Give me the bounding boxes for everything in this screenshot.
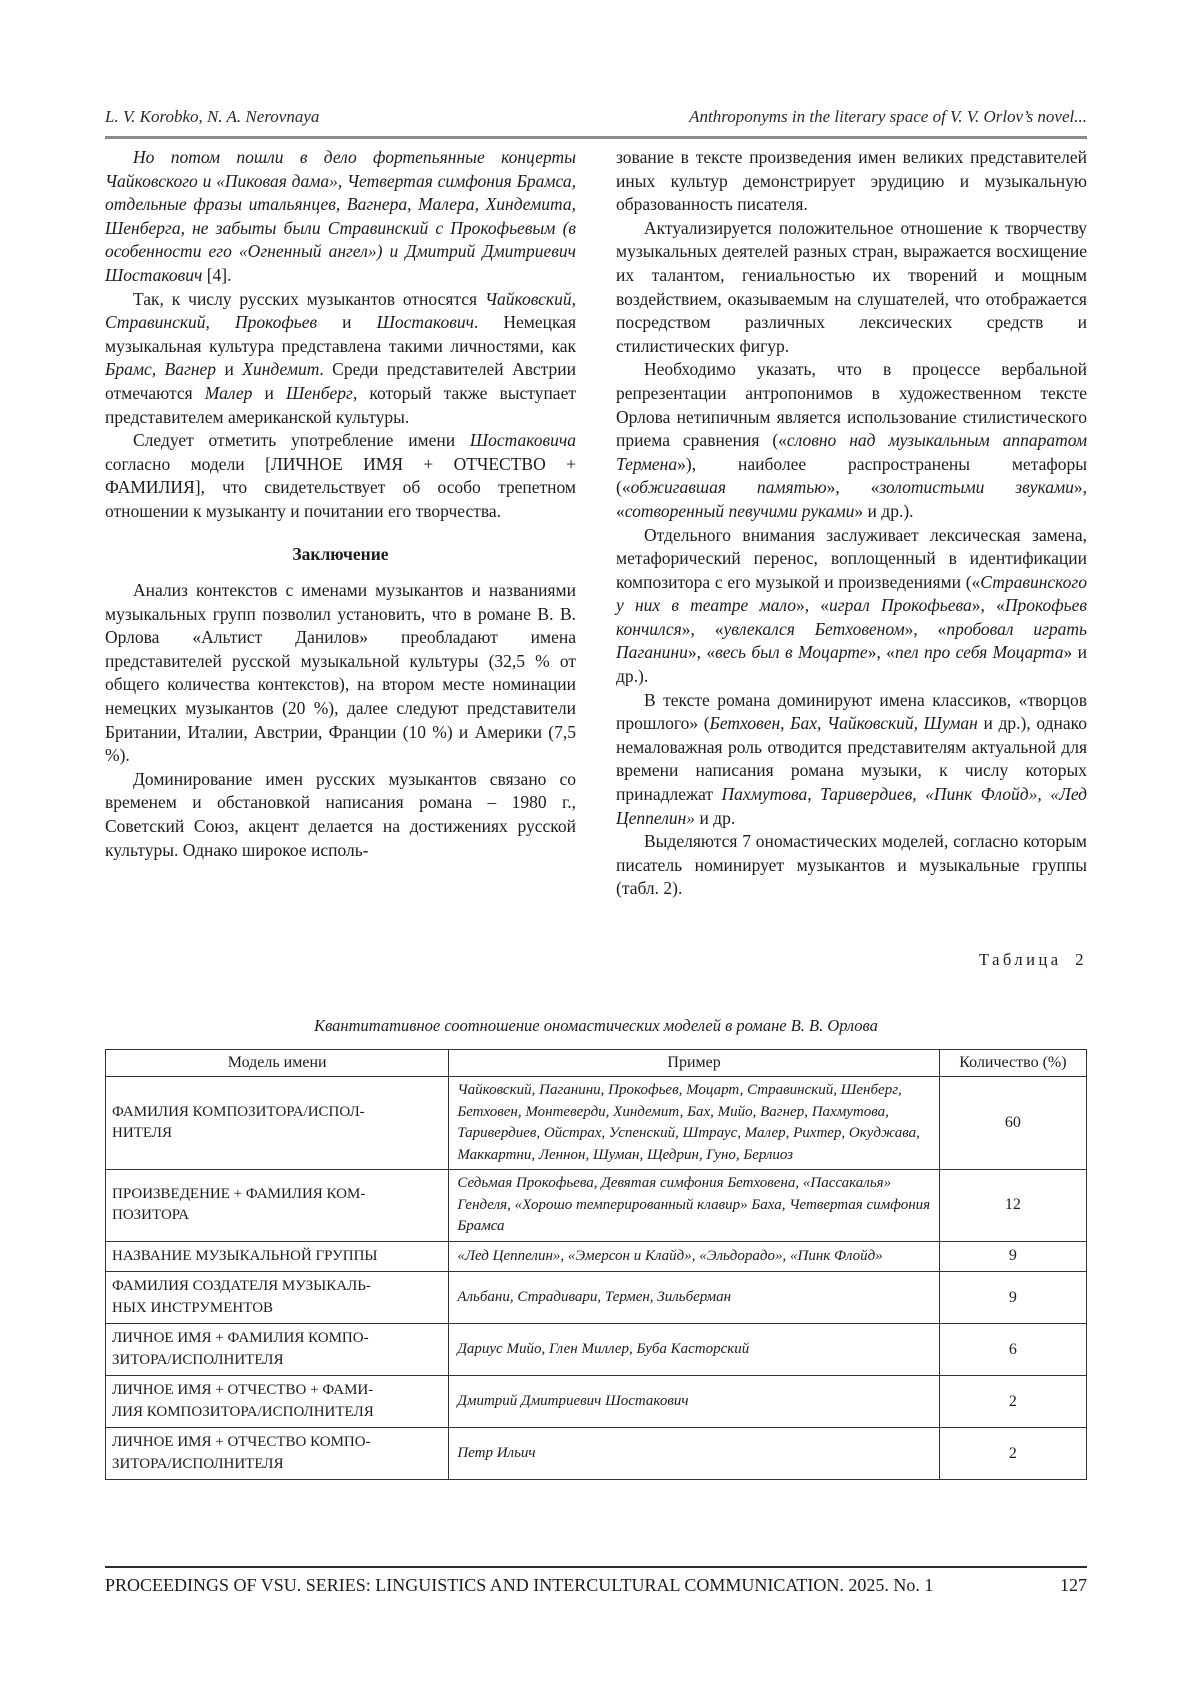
count-cell: 9	[939, 1272, 1086, 1324]
count-cell: 12	[939, 1170, 1086, 1242]
table-row	[106, 1241, 1087, 1272]
footer-journal-line: PROCEEDINGS OF VSU. SERIES: LINGUISTICS AND INTERCULTURAL COMMUNICATION. 2025. No. 1	[105, 1575, 934, 1595]
count-cell: 2	[939, 1376, 1086, 1428]
paragraph: Следует отметить употребление имени Шостаковича согласно модели [ЛИЧНОЕ ИМЯ + ОТЧЕСТВО + ФАМИЛИЯ], что свидетельствует об особо трепетном отношении к музыканту и почитании его творчества.	[105, 430, 576, 521]
model-cell: ЛИЧНОЕ ИМЯ + ОТЧЕСТВО КОМПО- ЗИТОРА/ИСПОЛНИТЕЛЯ	[106, 1428, 449, 1480]
example-cell: Чайковский, Паганини, Прокофьев, Моцарт, Стравинский, Шенберг, Бетховен, Монтеверди, Хиндемит, Бах, Мийо, Вагнер, Пахмутова, Таривердиев, Ойстрах, Успенский, Штраус, Малер, Рихтер, Окуджава, Маккартни, Леннон, Шуман, Щедрин, Гуно, Берлиоз	[449, 1077, 940, 1170]
column-header-model: Модель имени	[106, 1050, 449, 1077]
paragraph: зование в тексте произведения имен великих представителей иных культур демонстрирует эрудицию и музыкальную образованность писателя.	[616, 147, 1087, 215]
page-content	[105, 0, 1087, 1480]
model-cell: ПРОИЗВЕДЕНИЕ + ФАМИЛИЯ КОМ- ПОЗИТОРА	[106, 1170, 449, 1242]
paragraph: Так, к числу русских музыкантов относятся Чайковский, Стравинский, Прокофьев и Шостакович. Немецкая музыкальная культура представлена такими личностями, как Брамс, Вагнер и Хиндемит. Среди представителей Австрии отмечаются Малер и Шенберг, который также выступает представителем американской культуры.	[105, 288, 577, 427]
column-header-example: Пример	[449, 1050, 940, 1077]
footer-page-number: 127	[1060, 1575, 1087, 1595]
count-cell: 9	[939, 1241, 1086, 1272]
paragraph: Необходимо указать, что в процессе вербальной репрезентации антропонимов в художественном тексте Орлова нетипичным является использование стилистического приема сравнения («словно над музыкальным аппаратом Термена»), наиболее распространены метафоры («обжигавшая памятью», «золотистыми звуками», «сотворенный певучими руками» и др.).	[616, 359, 1087, 521]
example-cell: Седьмая Прокофьева, Девятая симфония Бетховена, «Пассакалья» Генделя, «Хорошо темперированный клавир» Баха, Четвертая симфония Брамса	[449, 1170, 940, 1242]
table-row	[106, 1272, 1087, 1324]
article-body	[105, 146, 1087, 901]
table-row	[106, 1324, 1087, 1376]
page-header	[105, 107, 1087, 139]
right-column	[616, 146, 1087, 901]
onomastic-models-table	[105, 1049, 1087, 1480]
table-header-row	[106, 1050, 1087, 1077]
example-cell: Дмитрий Дмитриевич Шостакович	[449, 1376, 940, 1428]
example-cell: Петр Ильич	[449, 1428, 940, 1480]
example-cell: Альбани, Страдивари, Термен, Зильберман	[449, 1272, 940, 1324]
table-row	[106, 1077, 1087, 1170]
paragraph: Выделяются 7 ономастических моделей, согласно которым писатель номинирует музыкантов и музыкальные группы (табл. 2).	[616, 831, 1087, 899]
table-caption: Квантитативное соотношение ономастических моделей в романе В. В. Орлова	[314, 1016, 878, 1035]
paragraph: В тексте романа доминируют имена классиков, «творцов прошлого» (Бетховен, Бах, Чайковский, Шуман и др.), однако немаловажная роль отводится представителям актуальной для времени написания романа музыки, к числу которых принадлежат Пахмутова, Таривердиев, «Пинк Флойд», «Лед Цеппелин» и др.	[616, 689, 1087, 828]
table-row	[106, 1376, 1087, 1428]
count-cell: 60	[939, 1077, 1086, 1170]
example-cell: «Лед Цеппелин», «Эмерсон и Клайд», «Эльдорадо», «Пинк Флойд»	[449, 1241, 940, 1272]
column-header-count: Количество (%)	[939, 1050, 1086, 1077]
paragraph: Но потом пошли в дело фортепьянные концерты Чайковского и «Пиковая дама», Четвертая симфония Брамса, отдельные фразы итальянцев, Вагнера, Малера, Хиндемита, Шенберга, не забыты были Стравинский с Прокофьевым (в особенности его «Огненный ангел») и Дмитрий Дмитриевич Шостакович [4].	[105, 147, 576, 285]
header-running-title: Anthroponyms in the literary space of V. V. Orlov’s novel...	[689, 107, 1087, 126]
paragraph: Доминирование имен русских музыкантов связано со временем и обстановкой написания романа – 1980 г., Советский Союз, акцент делается на достижениях русской культуры. Однако широкое исполь-	[105, 768, 576, 860]
model-cell: НАЗВАНИЕ МУЗЫКАЛЬНОЙ ГРУППЫ	[106, 1241, 449, 1272]
paragraph: Отдельного внимания заслуживает лексическая замена, метафорический перенос, воплощенный в идентификации композитора с его музыкой и произведениями («Стравинского у них в театре мало», «играл Прокофьева», «Прокофьев кончился», «увлекался Бетховеном», «пробовал играть Паганини», «весь был в Моцарте», «пел про себя Моцарта» и др.).	[616, 524, 1088, 687]
example-cell: Дариус Мийо, Глен Миллер, Буба Касторский	[449, 1324, 940, 1376]
conclusion-heading: Заключение	[292, 543, 389, 564]
count-cell: 2	[939, 1428, 1086, 1480]
model-cell: ФАМИЛИЯ СОЗДАТЕЛЯ МУЗЫКАЛЬ- НЫХ ИНСТРУМЕНТОВ	[106, 1272, 449, 1324]
left-column	[105, 146, 576, 901]
paragraph: Анализ контекстов с именами музыкантов и названиями музыкальных групп позволил установить, что в романе В. В. Орлова «Альтист Данилов» преобладают имена представителей русской музыкальной культуры (32,5 % от общего количества контекстов), на втором месте номинации немецких музыкантов (20 %), далее следуют представители Британии, Италии, Австрии, Франции (10 %) и Америки (7,5 %).	[105, 580, 576, 766]
header-authors: L. V. Korobko, N. A. Nerovnaya	[105, 107, 320, 126]
count-cell: 6	[939, 1324, 1086, 1376]
paragraph: Актуализируется положительное отношение к творчеству музыкальных деятелей разных стран, выражается восхищение их талантом, гениальностью их творений и мощным воздействием, оказываемым на слушателей, что отображается посредством различных лексических средств и стилистических фигур.	[616, 217, 1087, 356]
model-cell: ЛИЧНОЕ ИМЯ + ФАМИЛИЯ КОМПО- ЗИТОРА/ИСПОЛНИТЕЛЯ	[106, 1324, 449, 1376]
table-row	[106, 1170, 1087, 1242]
model-cell: ЛИЧНОЕ ИМЯ + ОТЧЕСТВО + ФАМИ- ЛИЯ КОМПОЗИТОРА/ИСПОЛНИТЕЛЯ	[106, 1376, 449, 1428]
model-cell: ФАМИЛИЯ КОМПОЗИТОРА/ИСПОЛ- НИТЕЛЯ	[106, 1077, 449, 1170]
page-footer	[105, 1566, 1087, 1596]
table-row	[106, 1428, 1087, 1480]
table-label: Таблица 2	[978, 950, 1087, 969]
